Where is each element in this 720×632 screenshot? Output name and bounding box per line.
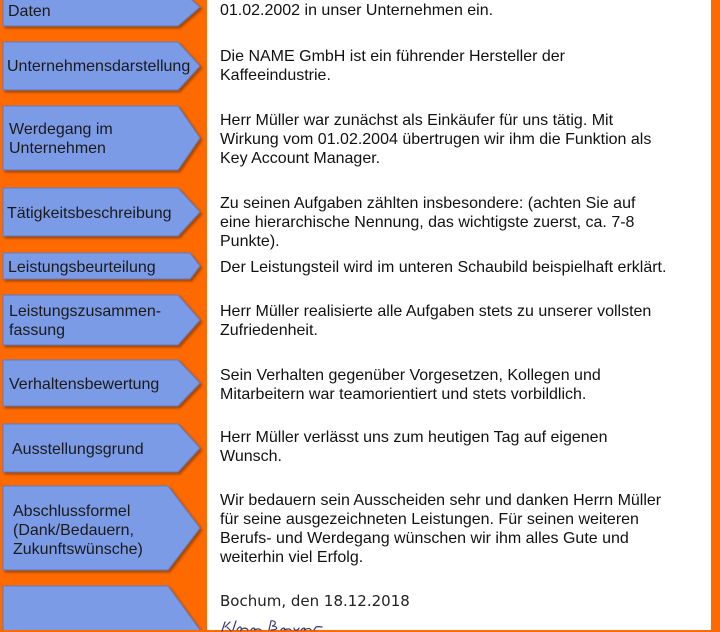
sidebar-navigation	[0, 0, 207, 630]
sidebar-item-abschlussformel: Abschlussformel (Dank/Bedauern, Zukunftswünsche)	[13, 503, 143, 558]
sidebar-item-leistungszusammenfassung: Leistungszusammen- fassung	[9, 303, 162, 339]
paragraph-career: Herr Müller war zunächst als Einkäufer für uns tätig. Mit Wirkung vom 01.02.2004 übertrugen wir ihm die Funktion als Key Account Manager.	[220, 112, 652, 167]
arrow-shape-empty	[3, 586, 200, 630]
paragraph-behavior: Sein Verhalten gegenüber Vorgesetzen, Kollegen und Mitarbeitern war teamorientiert und stets vorbildlich.	[220, 367, 601, 403]
paragraph-reason-for-leaving: Herr Müller verlässt uns zum heutigen Tag auf eigenen Wunsch.	[220, 429, 608, 465]
letter-content	[207, 0, 711, 630]
sidebar-item-verhaltensbewertung: Verhaltensbewertung	[9, 376, 160, 393]
sidebar-item-werdegang: Werdegang im Unternehmen	[9, 121, 113, 157]
sidebar-item-daten: Daten	[8, 3, 51, 20]
paragraph-performance-evaluation: Der Leistungsteil wird im unteren Schaubild beispielhaft erklärt.	[220, 259, 667, 276]
right-border	[711, 0, 720, 630]
paragraph-tasks: Zu seinen Aufgaben zählten insbesondere: (achten Sie auf eine hierarchische Nennung, das wichtigste zuerst, ca. 7-8 Punkte).	[220, 195, 636, 250]
sidebar-item-leistungsbeurteilung: Leistungsbeurteilung	[8, 259, 156, 276]
sidebar-item-ausstellungsgrund: Ausstellungsgrund	[12, 441, 144, 458]
sidebar-item-unternehmensdarstellung: Unternehmensdarstellung	[7, 58, 191, 75]
paragraph-entry-date: 01.02.2002 in unser Unternehmen ein.	[220, 2, 494, 19]
paragraph-closing: Wir bedauern sein Ausscheiden sehr und danken Herrn Müller für seine ausgezeichneten Leistungen. Für seinen weiteren Berufs- und Werdegang wünschen wir ihm alles Gute und weiterhin viel Erfolg.	[220, 492, 662, 566]
place-and-date: Bochum, den 18.12.2018	[220, 592, 410, 610]
paragraph-company-description: Die NAME GmbH ist ein führender Hersteller der Kaffeeindustrie.	[220, 48, 566, 84]
paragraph-performance-summary: Herr Müller realisierte alle Aufgaben stets zu unserer vollsten Zufriedenheit.	[220, 303, 652, 339]
sidebar-item-taetigkeitsbeschreibung: Tätigkeitsbeschreibung	[7, 205, 172, 222]
